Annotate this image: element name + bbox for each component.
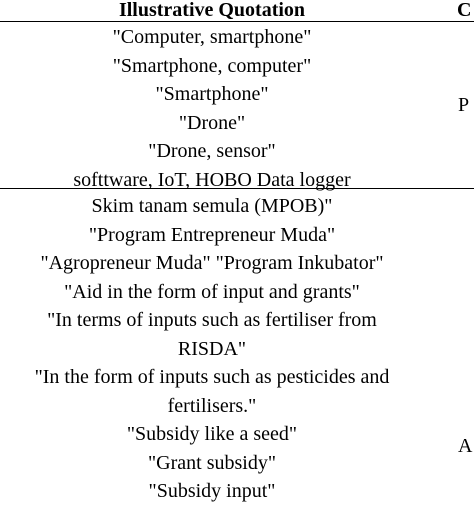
quote-line: "Aid in the form of input and grants"	[64, 280, 360, 303]
quote-line: Skim tanam semula (MPOB)"	[91, 195, 333, 217]
quote-line: "In the form of inputs such as pesticides and	[34, 366, 390, 388]
quote-line: RISDA"	[177, 337, 247, 360]
quote-line: "Drone"	[178, 111, 246, 134]
header-divider	[0, 21, 474, 22]
quote-line: "Smartphone, computer"	[112, 54, 312, 77]
category-cell: P	[458, 94, 470, 116]
quote-line: "Program Entrepreneur Muda"	[88, 223, 336, 246]
group-divider	[0, 188, 474, 189]
quote-group-technology	[0, 23, 424, 194]
quote-line: fertilisers."	[167, 394, 257, 417]
quote-line: "Subsidy like a seed"	[126, 423, 298, 445]
quote-line: "Smartphone"	[155, 83, 269, 105]
quote-line: "Grant subsidy"	[148, 451, 276, 474]
header-category: C	[457, 0, 472, 21]
quote-line: "Computer, smartphone"	[112, 26, 312, 48]
quote-group-assistance	[0, 192, 424, 506]
quote-line: "Subsidy input"	[148, 480, 276, 502]
quote-line: softtware, IoT, HOBO Data logger	[73, 168, 351, 191]
header-illustrative-quotation: Illustrative Quotation	[118, 0, 306, 21]
quote-line: "In terms of inputs such as fertiliser from	[47, 309, 377, 331]
quote-line: "Agropreneur Muda" "Program Inkubator"	[40, 252, 384, 274]
quote-line: "Drone, sensor"	[148, 140, 276, 162]
category-cell: A	[458, 435, 473, 457]
